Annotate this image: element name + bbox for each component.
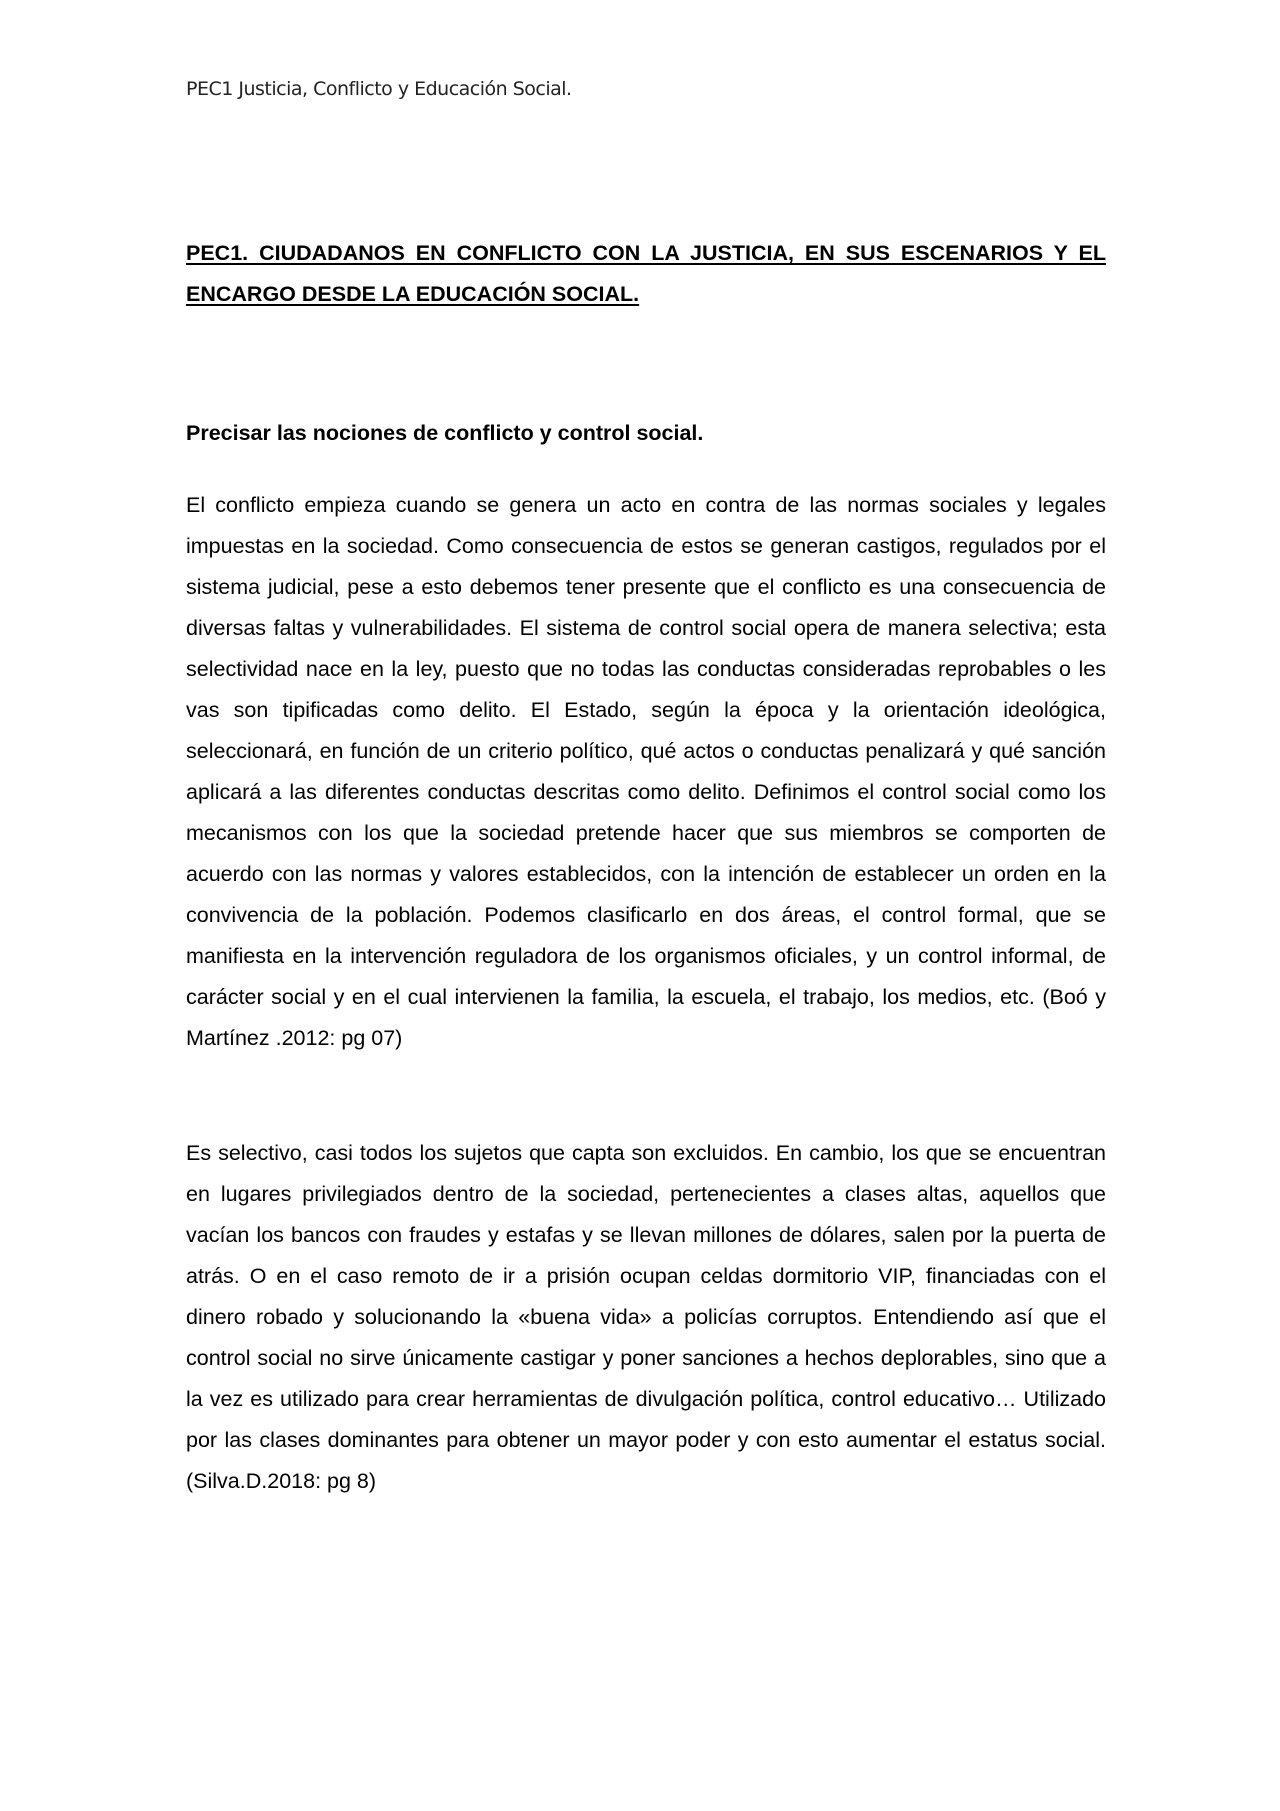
body-paragraph-1: El conflicto empieza cuando se genera un acto en contra de las normas sociales y legales impuestas en la sociedad. Como consecuencia de estos se generan castigos, regulados por el sistema judicial, pese a esto debemos tener presente que el conflicto es una consecuencia de diversas faltas y vulnerabilidades. El sistema de control social opera de manera selectiva; esta selectividad nace en la ley, puesto que no todas las conductas consideradas reprobables o les vas son tipificadas como delito. El Estado, según la época y la orientación ideológica, seleccionará, en función de un criterio político, qué actos o conductas penalizará y qué sanción aplicará a las diferentes conductas descritas como delito. Definimos el control social como los mecanismos con los que la sociedad pretende hacer que sus miembros se comporten de acuerdo con las normas y valores establecidos, con la intención de establecer un orden en la convivencia de la población. Podemos clasificarlo en dos áreas, el control formal, que se manifiesta en la intervención reguladora de los organismos oficiales, y un control informal, de carácter social y en el cual intervienen la familia, la escuela, el trabajo, los medios, etc. (Boó y Martínez .2012: pg 07)	[186, 493, 1106, 1050]
body-paragraph-2: Es selectivo, casi todos los sujetos que capta son excluidos. En cambio, los que se encuentran en lugares privilegiados dentro de la sociedad, pertenecientes a clases altas, aquellos que vacían los bancos con fraudes y estafas y se llevan millones de dólares, salen por la puerta de atrás. O en el caso remoto de ir a prisión ocupan celdas dormitorio VIP, financiadas con el dinero robado y solucionando la «buena vida» a policías corruptos. Entendiendo así que el control social no sirve únicamente castigar y poner sanciones a hechos deplorables, sino que a la vez es utilizado para crear herramientas de divulgación política, control educativo… Utilizado por las clases dominantes para obtener un mayor poder y con esto aumentar el estatus social. (Silva.D.2018: pg 8)	[186, 1141, 1106, 1493]
section-heading: Precisar las nociones de conflicto y control social.	[186, 421, 704, 445]
running-header: PEC1 Justicia, Conflicto y Educación Social.	[186, 78, 572, 100]
document-title: PEC1. CIUDADANOS EN CONFLICTO CON LA JUSTICIA, EN SUS ESCENARIOS Y EL ENCARGO DESDE LA EDUCACIÓN SOCIAL.	[186, 241, 1106, 306]
